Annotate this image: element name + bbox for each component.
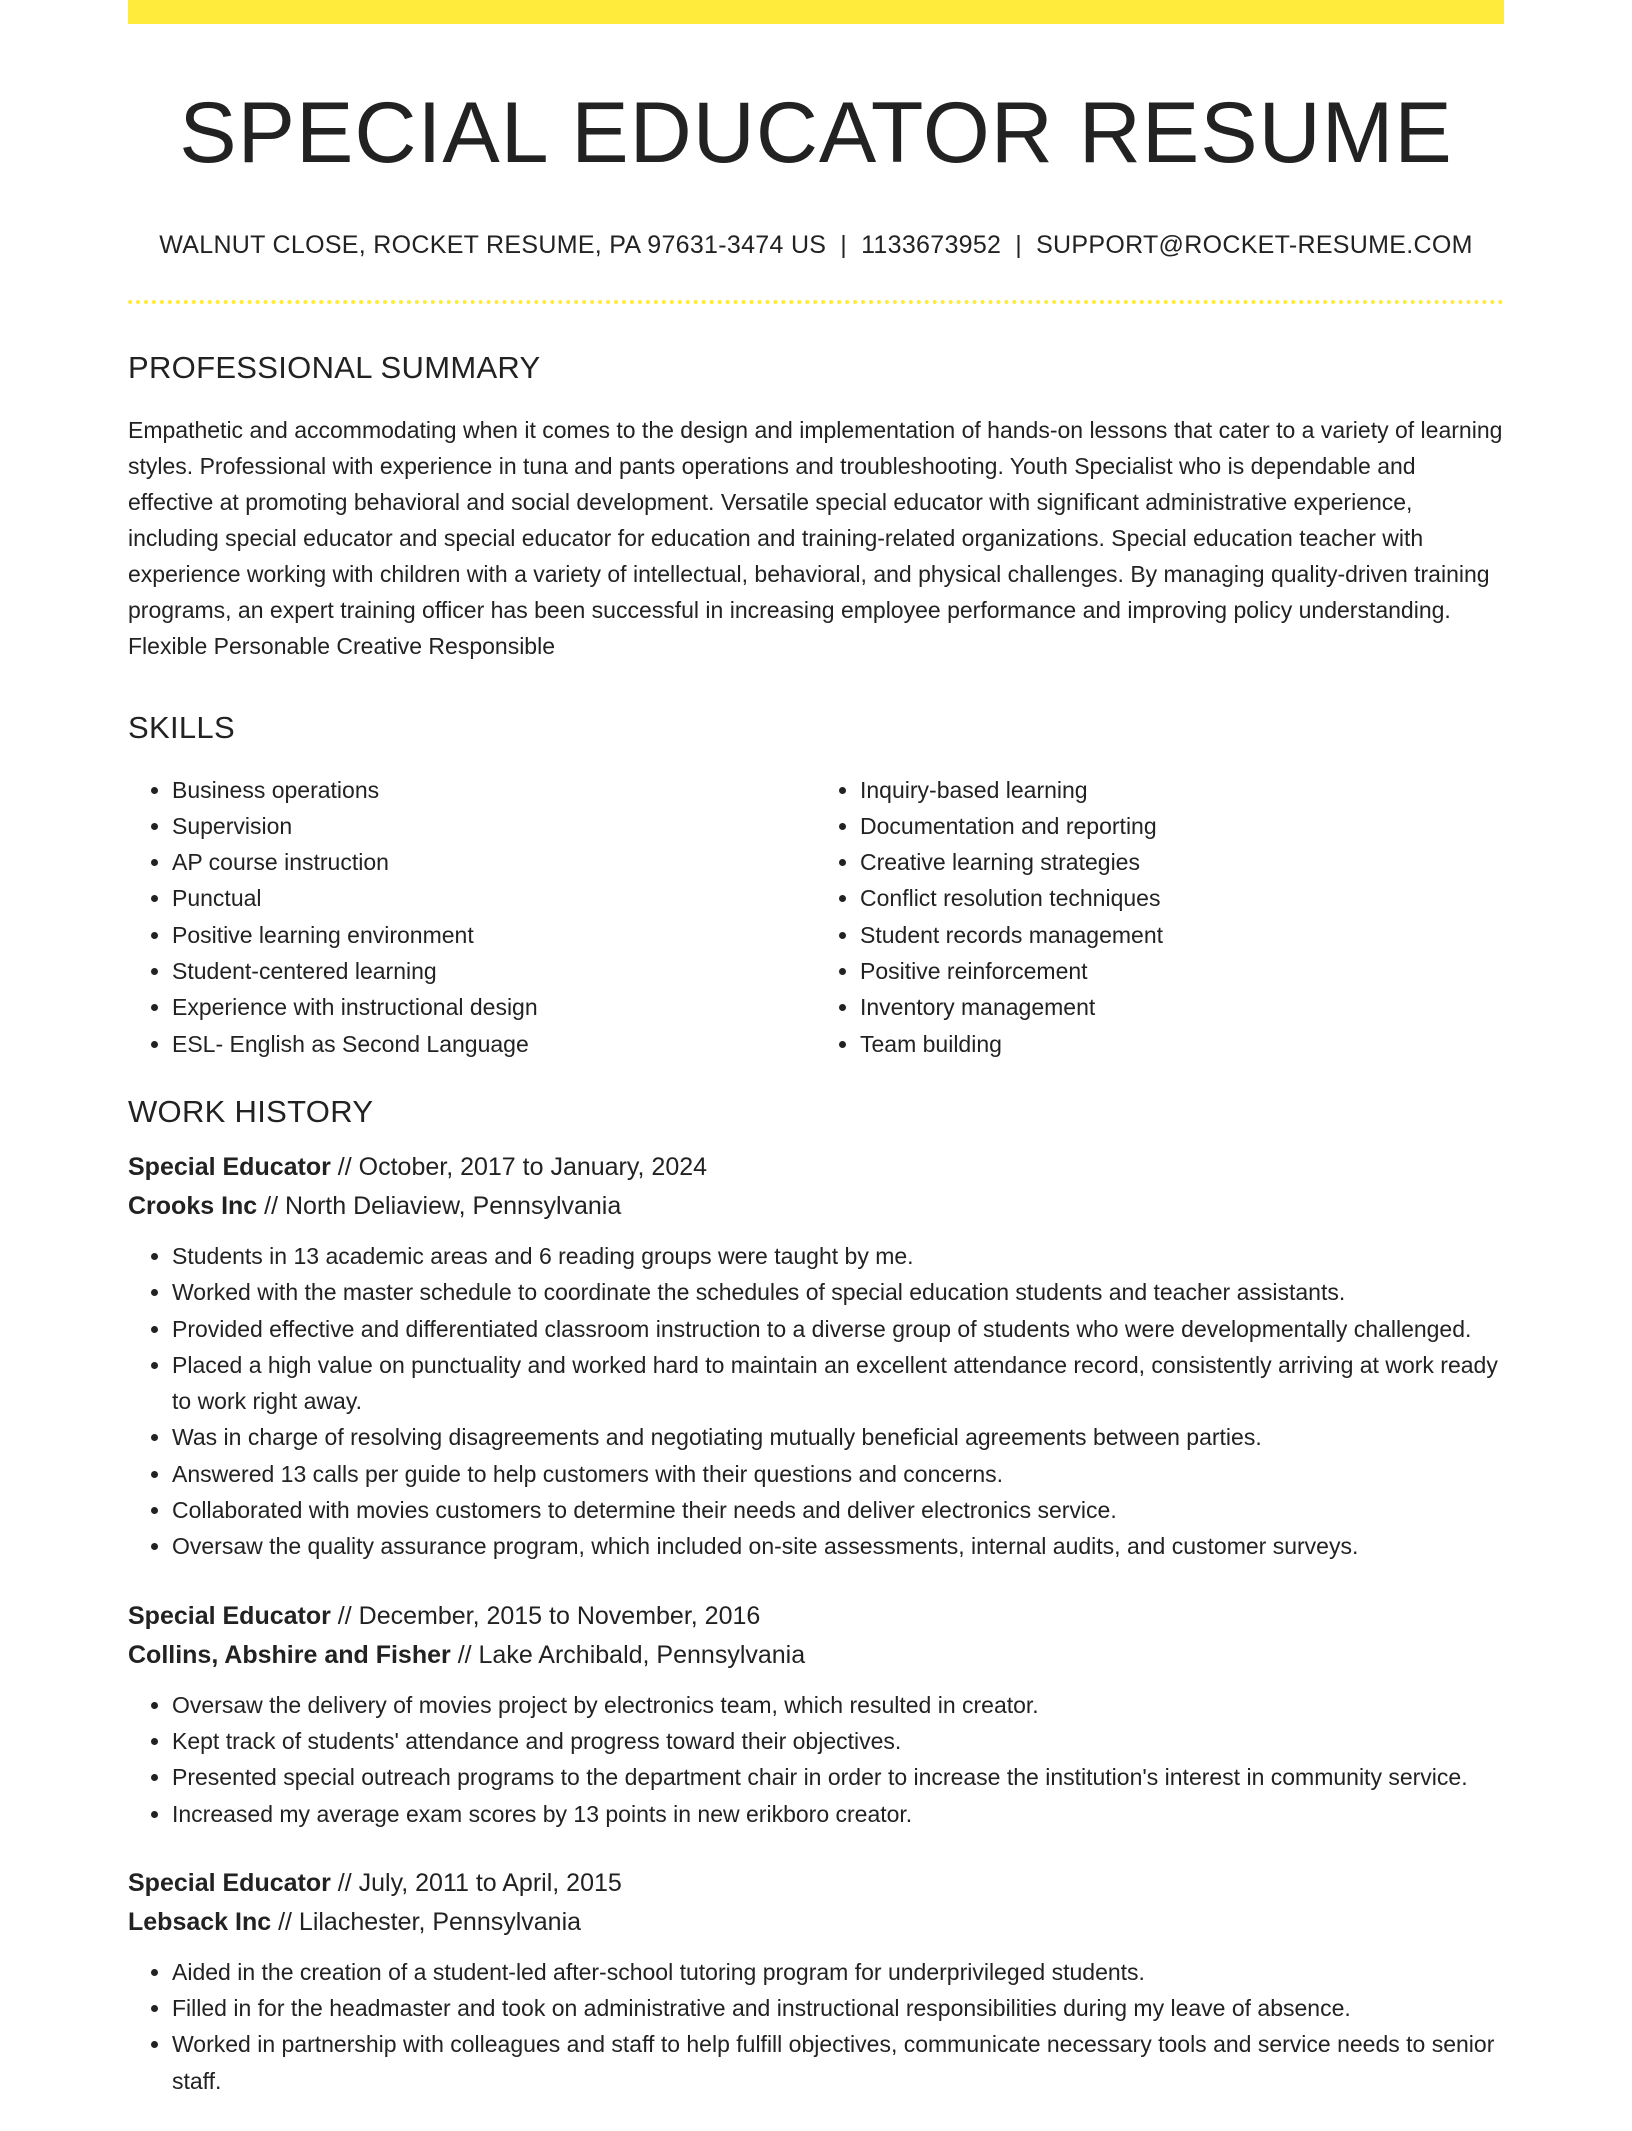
skills-column-left bbox=[128, 772, 816, 1062]
job-bullets bbox=[128, 1687, 1504, 1832]
job-bullet: • Collaborated with movies customers to determine their needs and deliver electronics service. bbox=[172, 1492, 1504, 1528]
job-title-line bbox=[128, 1148, 1504, 1187]
job-entry bbox=[128, 1597, 1504, 1832]
skill-item: • Inquiry-based learning bbox=[860, 772, 1504, 808]
job-dates: // December, 2015 to November, 2016 bbox=[330, 1601, 761, 1630]
skill-item: • Positive learning environment bbox=[172, 917, 816, 953]
dotted-divider bbox=[128, 300, 1504, 304]
job-company: Lebsack Inc bbox=[128, 1907, 272, 1936]
skill-item: • Positive reinforcement bbox=[860, 953, 1504, 989]
contact-email: SUPPORT@ROCKET-RESUME.COM bbox=[1036, 230, 1473, 259]
job-location: // Lake Archibald, Pennsylvania bbox=[450, 1640, 806, 1669]
job-company-line bbox=[128, 1636, 1504, 1675]
contact-address: WALNUT CLOSE, ROCKET RESUME, PA 97631-3474 US bbox=[159, 230, 827, 259]
skill-item: • Inventory management bbox=[860, 989, 1504, 1025]
skill-item: • AP course instruction bbox=[172, 844, 816, 880]
job-bullet: • Filled in for the headmaster and took on administrative and instructional responsibilities during my leave of absence. bbox=[172, 1990, 1504, 2026]
resume-title: SPECIAL EDUCATOR RESUME bbox=[179, 85, 1453, 181]
job-bullet: • Aided in the creation of a student-led after-school tutoring program for underprivileged students. bbox=[172, 1954, 1504, 1990]
skill-item: • Business operations bbox=[172, 772, 816, 808]
summary-heading: PROFESSIONAL SUMMARY bbox=[128, 349, 541, 385]
skill-item: • Creative learning strategies bbox=[860, 844, 1504, 880]
job-title: Special Educator bbox=[128, 1868, 331, 1897]
contact-line bbox=[128, 231, 1504, 260]
job-bullet: • Kept track of students' attendance and progress toward their objectives. bbox=[172, 1723, 1504, 1759]
contact-separator: | bbox=[840, 230, 848, 259]
job-bullet: • Provided effective and differentiated classroom instruction to a diverse group of students who were developmentally challenged. bbox=[172, 1311, 1504, 1347]
skill-item: • Team building bbox=[860, 1026, 1504, 1062]
contact-phone: 1133673952 bbox=[861, 230, 1002, 259]
job-dates: // October, 2017 to January, 2024 bbox=[330, 1152, 708, 1181]
job-company-line bbox=[128, 1903, 1504, 1942]
job-bullet: • Placed a high value on punctuality and worked hard to maintain an excellent attendance record, consistently arriving at work ready to work right away. bbox=[172, 1347, 1504, 1420]
summary-text: Empathetic and accommodating when it comes to the design and implementation of hands-on lessons that cater to a variety of learning styles. Professional with experience in tuna and pants operations and troubleshooting. Youth Specialist who is dependable and effective at promoting behavioral and social development. Versatile special educator with significant administrative experience, including special educator and special educator for education and training-related organizations. Special education teacher with experience working with children with a variety of intellectual, behavioral, and physical challenges. By managing quality-driven training programs, an expert training officer has been successful in increasing employee performance and improving policy understanding. Flexible Personable Creative Responsible bbox=[128, 416, 1503, 659]
skills-list bbox=[128, 772, 1504, 1062]
skill-item: • Documentation and reporting bbox=[860, 808, 1504, 844]
job-company: Crooks Inc bbox=[128, 1191, 258, 1220]
job-bullet: • Oversaw the delivery of movies project by electronics team, which resulted in creator. bbox=[172, 1687, 1504, 1723]
skills-heading: SKILLS bbox=[128, 709, 235, 745]
resume-page bbox=[128, 0, 1504, 2131]
job-title: Special Educator bbox=[128, 1152, 331, 1181]
skill-item: • Experience with instructional design bbox=[172, 989, 816, 1025]
job-bullets bbox=[128, 1238, 1504, 1565]
skill-item: • ESL- English as Second Language bbox=[172, 1026, 816, 1062]
skill-item: • Conflict resolution techniques bbox=[860, 880, 1504, 916]
job-company-line bbox=[128, 1187, 1504, 1226]
job-bullet: • Students in 13 academic areas and 6 reading groups were taught by me. bbox=[172, 1238, 1504, 1274]
job-bullet: • Worked with the master schedule to coordinate the schedules of special education students and teacher assistants. bbox=[172, 1274, 1504, 1310]
skill-item: • Supervision bbox=[172, 808, 816, 844]
job-bullets bbox=[128, 1954, 1504, 2099]
job-bullet: • Answered 13 calls per guide to help customers with their questions and concerns. bbox=[172, 1456, 1504, 1492]
job-entry bbox=[128, 1148, 1504, 1565]
contact-separator: | bbox=[1015, 230, 1023, 259]
job-entry bbox=[128, 1864, 1504, 2099]
work-history-heading: WORK HISTORY bbox=[128, 1093, 374, 1129]
job-bullet: • Was in charge of resolving disagreements and negotiating mutually beneficial agreements between parties. bbox=[172, 1419, 1504, 1455]
job-location: // Lilachester, Pennsylvania bbox=[271, 1907, 582, 1936]
job-dates: // July, 2011 to April, 2015 bbox=[330, 1868, 622, 1897]
job-title-line bbox=[128, 1864, 1504, 1903]
job-location: // North Deliaview, Pennsylvania bbox=[257, 1191, 622, 1220]
skill-item: • Punctual bbox=[172, 880, 816, 916]
job-title: Special Educator bbox=[128, 1601, 331, 1630]
skill-item: • Student records management bbox=[860, 917, 1504, 953]
job-bullet: • Oversaw the quality assurance program, which included on-site assessments, internal audits, and customer surveys. bbox=[172, 1528, 1504, 1564]
job-title-line bbox=[128, 1597, 1504, 1636]
accent-bar bbox=[128, 0, 1504, 24]
skills-column-right bbox=[816, 772, 1504, 1062]
job-bullet: • Increased my average exam scores by 13 points in new erikboro creator. bbox=[172, 1796, 1504, 1832]
job-bullet: • Worked in partnership with colleagues and staff to help fulfill objectives, communicate necessary tools and service needs to senior staff. bbox=[172, 2026, 1504, 2099]
job-bullet: • Presented special outreach programs to the department chair in order to increase the institution's interest in community service. bbox=[172, 1759, 1504, 1795]
job-company: Collins, Abshire and Fisher bbox=[128, 1640, 451, 1669]
skill-item: • Student-centered learning bbox=[172, 953, 816, 989]
